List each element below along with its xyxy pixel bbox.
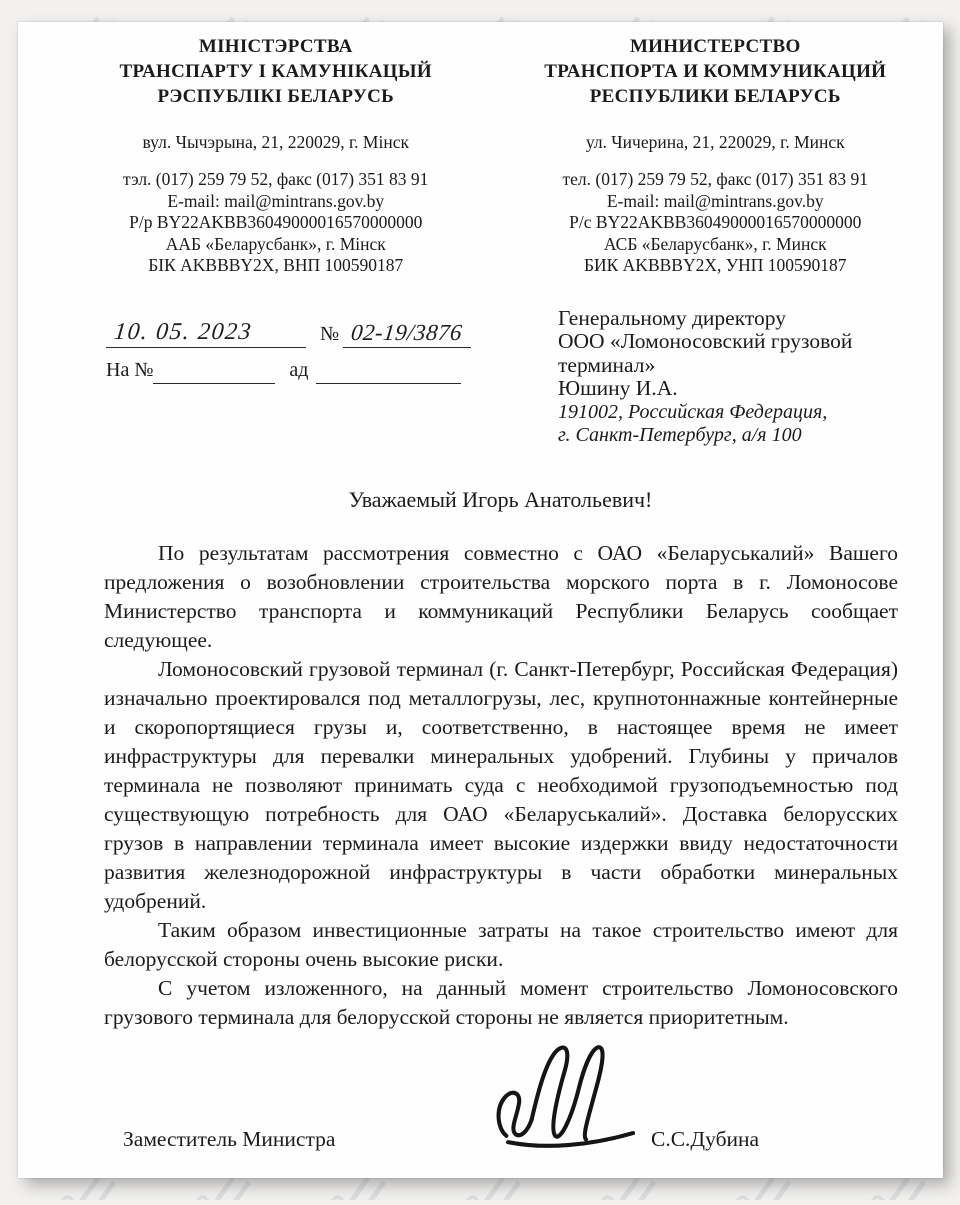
reference-and-recipient bbox=[18, 307, 943, 447]
bank-line: АСБ «Беларусбанк», г. Минск bbox=[603, 233, 827, 254]
body-paragraph: С учетом изложенного, на данный момент строительство Ломоносовского грузового терминала для белорусской стороны не является приоритетным. bbox=[104, 975, 898, 1029]
org-name-line: МИНИСТЕРСТВО bbox=[629, 36, 801, 57]
org-name-russian bbox=[496, 34, 936, 109]
salutation: Уважаемый Игорь Анатольевич! bbox=[348, 486, 653, 512]
reply-reference-line bbox=[106, 359, 501, 384]
recipient-line: Генеральному директору bbox=[558, 305, 786, 330]
reference-block bbox=[106, 307, 501, 447]
from-date-field bbox=[316, 361, 461, 384]
signature-area bbox=[123, 1040, 848, 1162]
reply-number-field bbox=[153, 361, 275, 384]
number-sign: № bbox=[320, 322, 340, 345]
bik-line: БІК AKBBBY2X, ВНП 100590187 bbox=[148, 255, 404, 275]
handwritten-number: 02-19/3876 bbox=[349, 319, 464, 345]
letterhead-right bbox=[496, 34, 936, 277]
letterhead-left bbox=[56, 34, 496, 277]
contact-block bbox=[56, 169, 496, 277]
email-line: E-mail: mail@mintrans.gov.by bbox=[167, 190, 385, 211]
body-paragraph: Таким образом инвестиционные затраты на такое строительство имеют для белорусской стороны очень высокие риски. bbox=[104, 917, 898, 971]
recipient-line: терминал» bbox=[558, 352, 656, 377]
letter-body bbox=[18, 539, 943, 1032]
from-date-label: ад bbox=[289, 358, 309, 381]
body-paragraph: Ломоносовский грузовой терминал (г. Санкт-Петербург, Российская Федерация) изначально проектировался под металлогрузы, лес, крупнотоннажные контейнерные и скоропортящиеся грузы и, соответственно, в настоящее время не имеет инфраструктуры для перевалки минеральных удобрений. Глубины у причалов терминала не позволяют принимать суда с необходимой грузоподъемностью под существующую потребность для ОАО «Беларуськалий». Доставка белорусских грузов в направлении терминала имеет высокие издержки ввиду недостаточности развития железнодорожной инфраструктуры в части обработки минеральных удобрений. bbox=[104, 656, 898, 913]
org-name-line: РЕСПУБЛИКИ БЕЛАРУСЬ bbox=[589, 86, 841, 107]
recipient-address-line: 191002, Российская Федерация, bbox=[558, 400, 828, 423]
org-name-line: РЭСПУБЛІКІ БЕЛАРУСЬ bbox=[157, 86, 394, 107]
recipient-block bbox=[558, 307, 903, 447]
account-line: Р/р BY22AKBB36049000016570000000 bbox=[129, 212, 423, 232]
bank-line: ААБ «Беларусбанк», г. Мінск bbox=[165, 233, 386, 254]
signer-name: С.С.Дубина bbox=[651, 1127, 760, 1151]
account-line: Р/с BY22AKBB36049000016570000000 bbox=[569, 212, 862, 232]
signature-scrawl-icon bbox=[481, 1037, 671, 1160]
date-field bbox=[106, 319, 306, 348]
handwritten-date: 10. 05. 2023 bbox=[112, 318, 254, 345]
recipient-line: ООО «Ломоносовский грузовой bbox=[558, 329, 853, 353]
signer-title: Заместитель Министра bbox=[123, 1127, 336, 1151]
org-name-line: ТРАНСПОРТА И КОММУНИКАЦИЙ bbox=[544, 61, 887, 82]
letterhead bbox=[18, 22, 943, 277]
date-number-line bbox=[106, 319, 501, 348]
contact-block bbox=[496, 169, 936, 277]
address-line: вул. Чычэрына, 21, 220029, г. Мінск bbox=[142, 132, 409, 152]
org-name-line: МІНІСТЭРСТВА bbox=[198, 36, 353, 57]
org-name-belarusian bbox=[56, 34, 496, 109]
doc-number-field bbox=[343, 320, 471, 348]
phone-fax-line: тел. (017) 259 79 52, факс (017) 351 83 91 bbox=[562, 169, 869, 189]
document-sheet bbox=[18, 22, 943, 1178]
address-line: ул. Чичерина, 21, 220029, г. Минск bbox=[585, 132, 845, 152]
email-line: E-mail: mail@mintrans.gov.by bbox=[606, 190, 824, 211]
phone-fax-line: тэл. (017) 259 79 52, факс (017) 351 83 91 bbox=[123, 169, 429, 189]
recipient-line: Юшину И.А. bbox=[558, 376, 678, 400]
org-name-line: ТРАНСПАРТУ І КАМУНІКАЦЫЙ bbox=[119, 61, 432, 82]
body-paragraph: По результатам рассмотрения совместно с ОАО «Беларуськалий» Вашего предложения о возобновлении строительства морского порта в г. Ломоносове Министерство транспорта и коммуникаций Республики Беларусь сообщает следующее. bbox=[104, 540, 898, 652]
reply-number-label: На № bbox=[106, 358, 154, 381]
recipient-address-line: г. Санкт-Петербург, а/я 100 bbox=[558, 423, 802, 446]
bik-line: БИК AKBBBY2X, УНП 100590187 bbox=[583, 255, 847, 275]
